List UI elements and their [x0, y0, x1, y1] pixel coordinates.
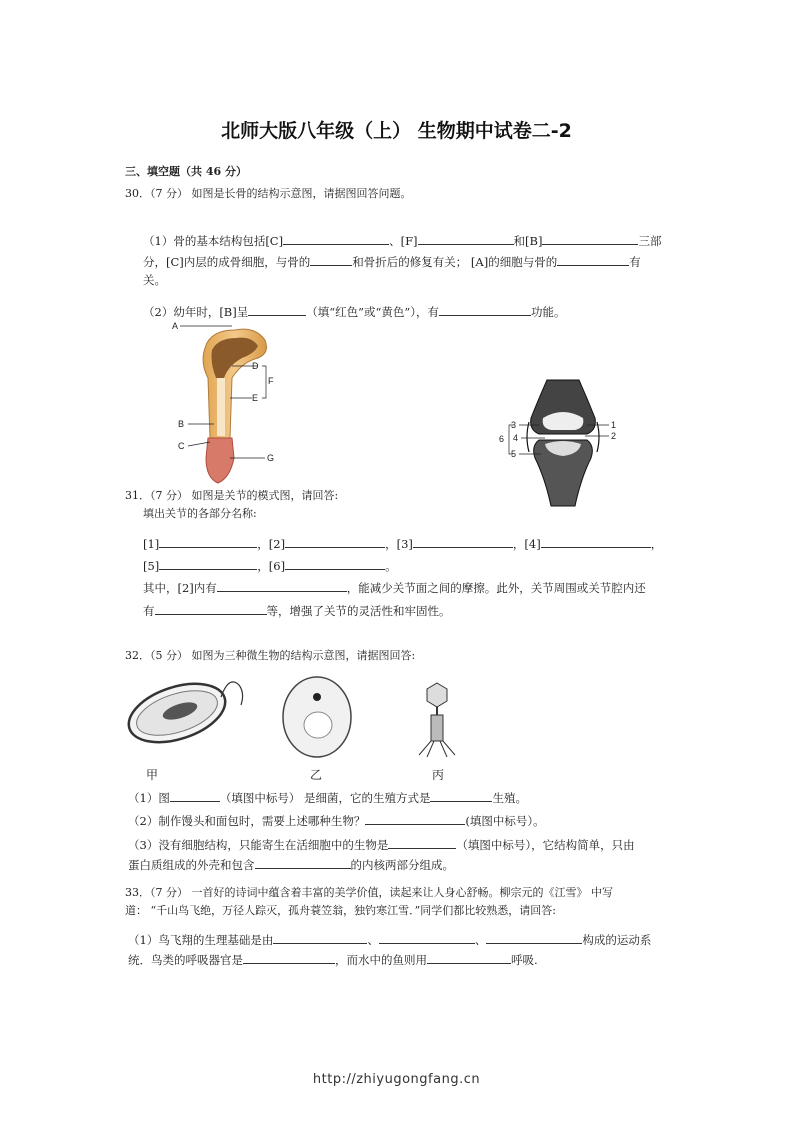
q30-header: 30．（7 分） 如图是长骨的结构示意图，请据图回答问题。 [125, 187, 412, 200]
blank[interactable] [255, 856, 351, 869]
blank[interactable] [285, 535, 385, 548]
blank[interactable] [217, 579, 347, 592]
bone-label: A [172, 321, 179, 331]
bone-label: D [252, 361, 259, 371]
q31-row2: [5] ，[6] 。 [143, 559, 397, 573]
bone-label: F [268, 376, 274, 386]
blank[interactable] [427, 951, 511, 964]
blank[interactable] [439, 303, 531, 316]
caption-bing: 丙 [432, 768, 445, 782]
bone-label: E [252, 393, 259, 403]
joint-label: 4 [513, 433, 519, 443]
blank[interactable] [486, 931, 582, 944]
q33-line1: （1）鸟飞翔的生理基础是由 、 、 构成的运动系 [128, 933, 652, 947]
q32-line2: （2）制作馒头和面包时，需要上述哪种生物？ (填图中标号）。 [128, 814, 545, 828]
q30-part1-line3: 关。 [143, 273, 166, 287]
blank[interactable] [248, 303, 306, 316]
blank[interactable] [243, 951, 335, 964]
yeast-figure [283, 677, 351, 757]
blank[interactable] [170, 789, 220, 802]
joint-label: 6 [499, 434, 505, 444]
q31-sub: 填出关节的各部分名称: [143, 507, 257, 520]
q30-part2: （2）幼年时，[B]呈 （填“红色”或“黄色”），有 功能。 [143, 305, 566, 319]
bone-label: C [178, 441, 185, 451]
joint-label: 2 [611, 431, 617, 441]
microorganism-diagram [125, 675, 465, 785]
q31-header: 31．（7 分） 如图是关节的模式图，请回答: [125, 489, 339, 502]
q32-line1: （1）图 （填图中标号） 是细菌，它的生殖方式是 生殖。 [128, 791, 527, 805]
page-title: 北师大版八年级（上） 生物期中试卷二-2 [221, 120, 572, 142]
q33-header-line2: 道： “千山鸟飞绝，万径人踪灭，孤舟蓑笠翁，独钓寒江雪．”同学们都比较熟悉，请回答: [125, 904, 556, 917]
blank[interactable] [159, 535, 257, 548]
blank[interactable] [388, 836, 456, 849]
joint-label: 3 [511, 420, 517, 430]
blank[interactable] [430, 789, 492, 802]
q32-line3: （3）没有细胞结构，只能寄生在活细胞中的生物是 （填图中标号），它结构简单，只由 [128, 838, 635, 852]
q31-row4: 有 等，增强了关节的灵活性和牢固性。 [143, 604, 451, 618]
virus-figure [419, 683, 455, 757]
blank[interactable] [542, 232, 638, 245]
blank[interactable] [418, 232, 514, 245]
bone-label: B [178, 419, 185, 429]
blank[interactable] [159, 557, 257, 570]
blank[interactable] [310, 253, 352, 266]
bone-label: G [267, 453, 275, 463]
blank[interactable] [285, 557, 385, 570]
q32-line4: 蛋白质组成的外壳和包含 的内核两部分组成。 [128, 858, 454, 872]
blank[interactable] [155, 602, 267, 615]
bacterium-figure [125, 675, 243, 753]
joint-diagram [495, 378, 625, 508]
joint-label: 5 [511, 449, 517, 459]
blank[interactable] [379, 931, 475, 944]
q31-row1: [1] ，[2] ，[3] ，[4] ， [143, 537, 663, 551]
section-heading: 三、填空题（共 46 分） [125, 165, 247, 178]
q32-header: 32．（5 分） 如图为三种微生物的结构示意图，请据图回答: [125, 649, 416, 662]
long-bone-diagram [170, 318, 300, 488]
q30-part1-line1: （1）骨的基本结构包括[C] 、[F] 和[B] 三部 [143, 234, 662, 248]
caption-yi: 乙 [310, 768, 323, 782]
q33-line2: 统．鸟类的呼吸器官是 ，而水中的鱼则用 呼吸. [128, 953, 538, 967]
blank[interactable] [557, 253, 629, 266]
blank[interactable] [273, 931, 367, 944]
q31-row3: 其中，[2]内有 ，能减少关节面之间的摩擦。此外，关节周围或关节腔内还 [143, 581, 646, 595]
blank[interactable] [541, 535, 651, 548]
q30-part1-line2: 分，[C]内层的成骨细胞，与骨的 和骨折后的修复有关； [A]的细胞与骨的 有 [143, 255, 641, 269]
blank[interactable] [365, 812, 465, 825]
footer-url[interactable]: http://zhiyugongfang.cn [312, 1072, 481, 1087]
blank[interactable] [413, 535, 513, 548]
blank[interactable] [283, 232, 389, 245]
joint-label: 1 [611, 420, 617, 430]
q33-header-line1: 33．（7 分） 一首好的诗词中蕴含着丰富的美学价值，读起来让人身心舒畅。柳宗元的《江雪》 中写 [125, 886, 613, 899]
caption-jia: 甲 [146, 768, 159, 782]
